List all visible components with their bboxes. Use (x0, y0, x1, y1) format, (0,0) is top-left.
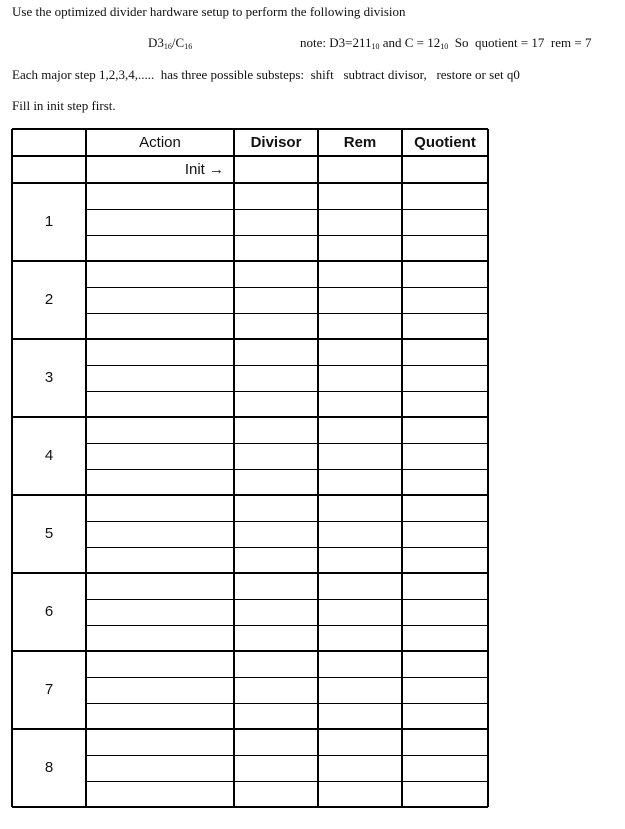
table-rule (12, 572, 488, 574)
table-rule (12, 650, 488, 652)
header-divisor: Divisor (250, 134, 302, 151)
table-rule (12, 728, 488, 730)
step-number: 2 (44, 291, 54, 308)
dividend: D3 (148, 35, 164, 50)
step-number: 8 (44, 759, 54, 776)
table-rule (12, 182, 488, 184)
table-rule (86, 391, 488, 392)
header-rem: Rem (343, 134, 377, 151)
header-quotient: Quotient (414, 134, 476, 151)
table-column-rule (317, 129, 319, 807)
table-rule (86, 235, 488, 236)
step-number: 3 (44, 369, 54, 386)
table-rule (12, 260, 488, 262)
division-problem (148, 35, 192, 51)
init-label: Init → (184, 161, 224, 178)
step-number: 5 (44, 525, 54, 542)
header-action: Action (139, 134, 181, 151)
table-rule (12, 416, 488, 418)
table-rule (86, 677, 488, 678)
table-rule (86, 287, 488, 288)
divisor: C (175, 35, 185, 50)
step-number: 4 (44, 447, 54, 464)
step-number: 7 (44, 681, 54, 698)
table-rule (86, 599, 488, 600)
substeps-line: Each major step 1,2,3,4,..... has three possible substeps: shift subtract divisor, restore or set q0 (12, 67, 520, 82)
table-rule (86, 469, 488, 470)
table-rule (86, 521, 488, 522)
table-column-rule (487, 129, 489, 807)
table-rule (86, 625, 488, 626)
table-rule (12, 155, 488, 157)
table-column-rule (233, 129, 235, 807)
division-slash: / (171, 35, 176, 50)
table-rule (86, 703, 488, 704)
note-middle: and C = 12 (379, 35, 441, 50)
note-suffix: So quotient = 17 rem = 7 (448, 35, 592, 50)
note-base2: 10 (440, 42, 449, 51)
table-rule (86, 313, 488, 314)
table-rule (86, 755, 488, 756)
table-rule (86, 209, 488, 210)
note-prefix: note: D3=211 (300, 35, 372, 50)
table-rule (86, 547, 488, 548)
instruction-line: Use the optimized divider hardware setup to perform the following division (12, 4, 406, 19)
note-line (300, 35, 591, 51)
table-column-rule (401, 129, 403, 807)
table-rule (86, 443, 488, 444)
table-rule (12, 338, 488, 340)
step-number: 6 (44, 603, 54, 620)
table-rule (12, 806, 488, 808)
divisor-base: 16 (184, 42, 193, 51)
fill-instruction: Fill in init step first. (12, 98, 116, 113)
step-number: 1 (44, 213, 54, 230)
table-rule (12, 128, 488, 130)
note-base1: 10 (371, 42, 380, 51)
table-rule (86, 781, 488, 782)
dividend-base: 16 (163, 42, 172, 51)
table-rule (86, 365, 488, 366)
table-rule (12, 494, 488, 496)
